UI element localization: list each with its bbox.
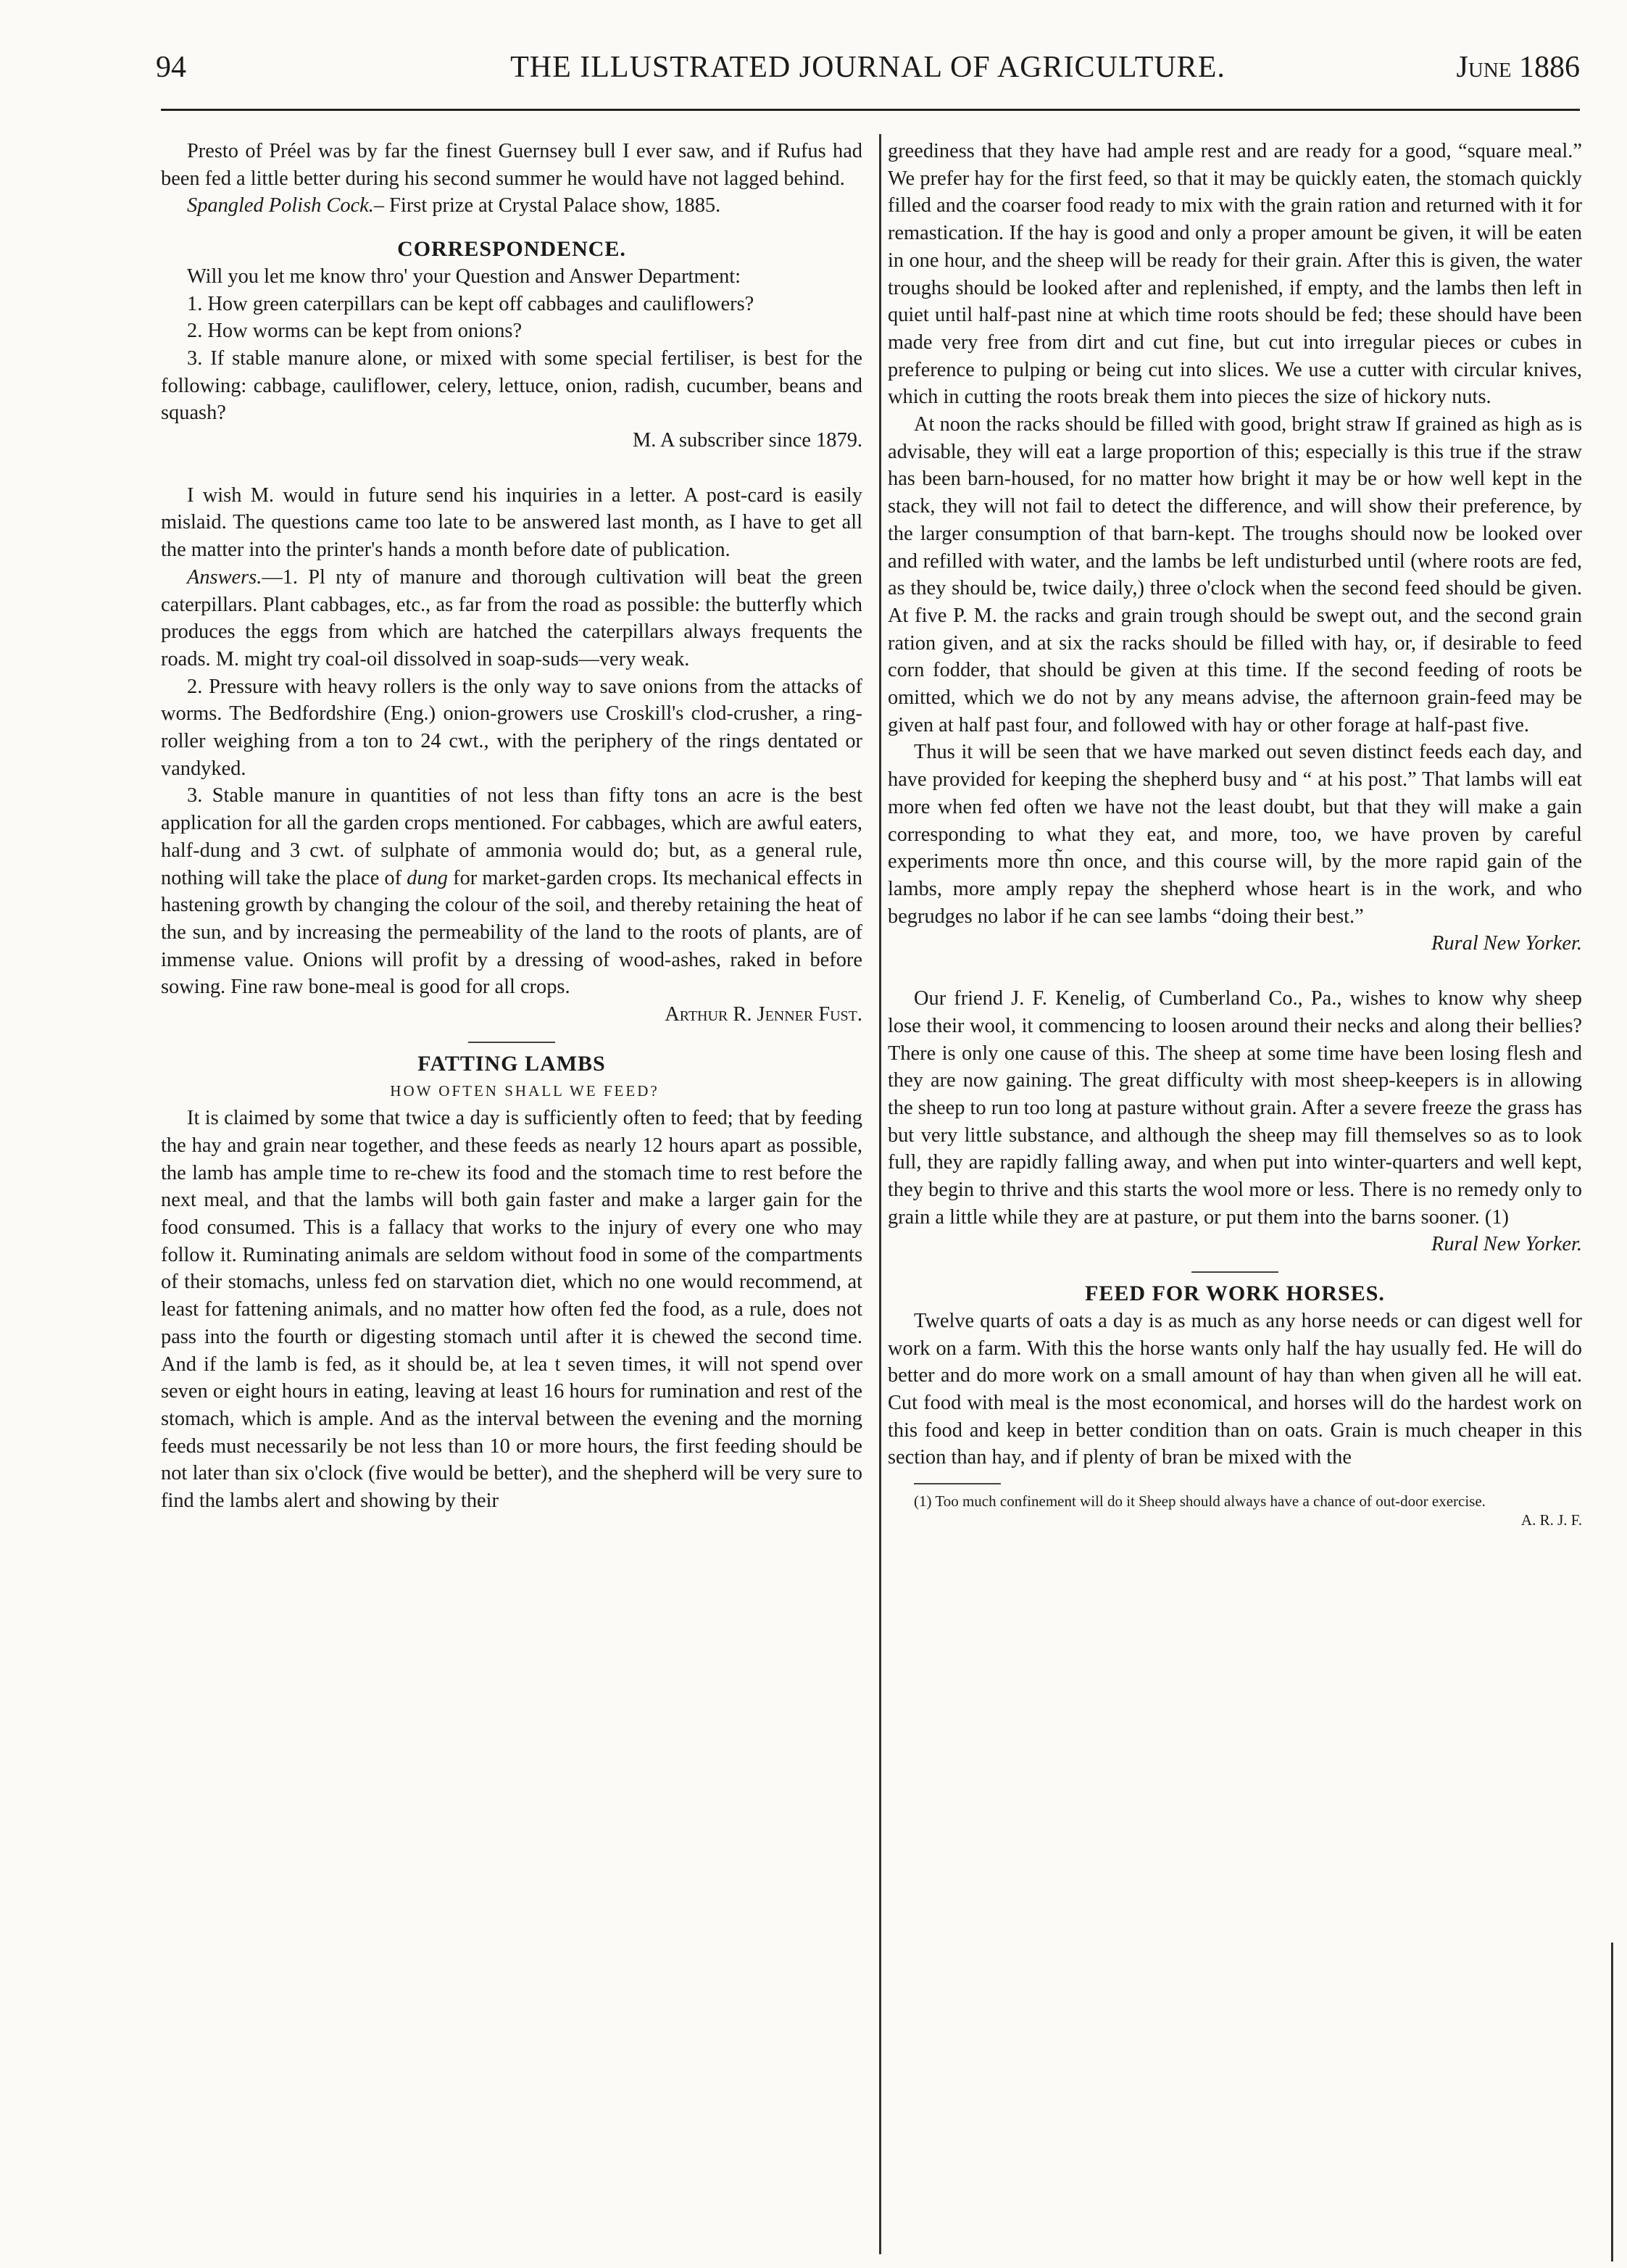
footnote-signature: A. R. J. F. (1520, 1511, 1582, 1529)
spangled-text: – First prize at Crystal Palace show, 1885. (373, 194, 721, 217)
presto-paragraph: Presto of Préel was by far the finest Guernsey bull I ever saw, and if Rufus had been fed a little better during his second summer he would have not lagged behind. (161, 140, 862, 190)
question-intro: Will you let me know thro' your Question and Answer Department: (187, 265, 741, 288)
spangled-paragraph (161, 192, 862, 220)
issue-date: June 1886 (1456, 51, 1580, 84)
header-rule (161, 109, 1580, 111)
journal-title: THE ILLUSTRATED JOURNAL OF AGRICULTURE. (510, 51, 1226, 84)
section-divider (468, 1042, 555, 1043)
running-header (156, 45, 1580, 90)
question-1: 1. How green caterpillars can be kept off cabbages and cauliflowers? (187, 292, 754, 315)
footnote: (1) Too much confinement will do it Sheep should always have a chance of out-door exercise. (914, 1492, 1486, 1511)
answer-3: 3. Stable manure in quantities of not less than fifty tons an acre is the best application for all the garden crops mentioned. For cabbages, which are awful eaters, half-dung and 3 cwt. of sulphate of ammonia would do; but, as a general rule, nothing will take the place of dung for market-garden crops. Its mechanical effects in hastening growth by changing the colour of the soil, and thereby retaining the heat of the sun, and by increasing the permeability of the land to the roots of plants, are of immense value. Onions will profit by a dressing of wood-ashes, raked in before sowing. Fine raw bone-meal is good for all crops. (161, 784, 862, 999)
question-signature: M. A subscriber since 1879. (633, 429, 862, 452)
spangled-title: Spangled Polish Cock. (187, 194, 374, 217)
right-column (888, 138, 1582, 1529)
reply-intro: I wish M. would in future send his inquiries in a letter. A post-card is easily mislaid. The questions came too late to be answered last month, as I have to get all the matter into the printer's hands a month before date of publication. (161, 483, 862, 562)
lambs-continued-paragraph: greediness that they have had ample rest and are ready for a good, “square meal.” We prefer hay for the first feed, so that it may be quickly eaten, the stomach quickly filled and the coarser food ready to mix with the grain ration and returned with it for remastication. If the hay is good and only a proper amount be given, it will be eaten in one hour, and the sheep will be ready for their grain. After this is given, the water troughs should be looked after and replenished, if empty, and the lambs then left in quiet until half-past nine at which time roots should be fed; these should have been made very free from dirt and cut fine, but cut into irregular pieces or cubes in preference to pulping or being cut into slices. We use a cutter with circular knives, which in cutting the roots break them into pieces the size of hickory nuts. (888, 140, 1582, 409)
source-rural-new-yorker-2: Rural New Yorker. (1431, 1233, 1582, 1256)
left-column (161, 138, 862, 1515)
section-divider-right (1191, 1271, 1278, 1273)
footnote-ref: (1) (1484, 1205, 1510, 1229)
column-divider (879, 134, 881, 2254)
wool-loss-paragraph: Our friend J. F. Kenelig, of Cumberland Co., Pa., wishes to know why sheep lose their wool, it commencing to loosen around their necks and along their bellies? There is only one cause of this. The sheep at some time have been losing flesh and they are now gaining. The great difficulty with most sheep-keepers is in allowing the sheep to run too long at pasture without grain. After a severe freeze the grass has but very little substance, and although the sheep may fill themselves so as to look full, they are rapidly falling away, and when put into winter-quarters and well kept, they begin to thrive and this starts the wool more or less. There is no remedy only to grain a little while they are at pasture, or put them into the barns sooner. (1) (888, 987, 1582, 1229)
footnote-rule (914, 1483, 1001, 1484)
answer-1-text: —1. Pl nty of manure and thorough cultivation will beat the green caterpillars. Plant cabbages, etc., as far from the road as possible: the butterfly which produces the eggs from which are hatched the caterpillars always frequents the roads. M. might try coal-oil dissolved in soap-suds—very weak. (161, 565, 862, 670)
fatting-lambs-paragraph: It is claimed by some that twice a day is sufficiently often to feed; that by feeding the hay and grain near together, and these feeds as nearly 12 hours apart as possible, the lamb has ample time to re-chew its food and the stomach time to rest before the next meal, and that the lambs will both gain faster and make a larger gain for the food consumed. This is a fallacy that works to the injury of every one who may follow it. Ruminating animals are seldom without food in some of the compartments of their stomachs, unless fed on starvation diet, which no one would recommend, at least for fattening animals, and no matter how often fed the food, as a rule, does not pass into the fourth or digesting stomach until after it is chewed the second time. And if the lamb is fed, as it should be, at lea t seven times, it will not spend over seven or eight hours in eating, leaving at least 16 hours for rumination and rest of the stomach, which is ample. And as the interval between the evening and the morning feeds must necessarily be not less than 10 or more hours, the first feeding should be not later than six o'clock (five would be better), and the shepherd will be very sure to find the lambs alert and showing by their (161, 1107, 862, 1513)
question-3: 3. If stable manure alone, or mixed with some special fertiliser, is best for the following: cabbage, cauliflower, celery, lettuce, onion, radish, cucumber, beans and squash? (161, 346, 862, 425)
answers-label: Answers. (187, 565, 262, 589)
answer-1 (161, 564, 862, 673)
source-rural-new-yorker: Rural New Yorker. (1431, 932, 1582, 955)
page-number: 94 (156, 51, 186, 84)
dung-emphasis: dung (407, 866, 448, 889)
fatting-lambs-heading: FATTING LAMBS (417, 1051, 606, 1076)
work-horses-paragraph: Twelve quarts of oats a day is as much as any horse needs or can digest well for work on a farm. With this the horse wants only half the hay usually fed. He will do better and do more work on a small amount of hay than when given all he will eat. Cut food with meal is the most economical, and horses will do the hardest work on this food and keep in better condition than on oats. Grain is much cheaper in this section than hay, and if plenty of bran be mixed with the (888, 1309, 1582, 1469)
page-edge-line (1611, 1943, 1613, 2261)
work-horses-heading: FEED FOR WORK HORSES. (1085, 1282, 1385, 1306)
question-2: 2. How worms can be kept from onions? (187, 320, 523, 343)
fatting-lambs-subhead: HOW OFTEN SHALL WE FEED? (390, 1081, 659, 1100)
noon-racks-paragraph: At noon the racks should be filled with good, bright straw If grained as high as is advisable, they will eat a large proportion of this; especially is this true if the straw has been barn-housed, for no matter how bright it may be or how well kept in the stack, they will not fail to detect the difference, and will show their preference, by the larger consumption of that barn-kept. The troughs should now be looked over and refilled with water, and the lambs be left undisturbed until (where roots are fed, as they should be, twice daily,) three o'clock when the second feed should be given. At five P. M. the racks and grain trough should be swept out, and the second grain ration given, and at six the racks should be filled with hay, or, if desirable to feed corn fodder, that should be given at this time. If the second feeding of roots be omitted, which we do not by any means advise, the afternoon grain-feed may be given at half past four, and followed with hay or other forage at half-past five. (888, 413, 1582, 736)
answer-2: 2. Pressure with heavy rollers is the only way to save onions from the attacks of worms. The Bedfordshire (Eng.) onion-growers use Croskill's clod-crusher, a ring-roller weighing from a ton to 24 cwt., with the periphery of the rings dentated or vandyked. (161, 675, 862, 780)
correspondence-heading: CORRESPONDENCE. (397, 237, 626, 262)
seven-feeds-paragraph: Thus it will be seen that we have marked out seven distinct feeds each day, and have provided for keeping the shepherd busy and “ at his post.” That lambs will eat more when fed often we have not the least doubt, but that they will make a gain corresponding to what they eat, and more, too, we have proven by careful experiments more th̃n once, and this course will, by the more rapid gain of the lambs, more amply repay the shepherd whose heart is in the work, and who begrudges no labor if he can see lambs “doing their best.” (888, 741, 1582, 928)
answer-signature: Arthur R. Jenner Fust. (665, 1003, 862, 1026)
